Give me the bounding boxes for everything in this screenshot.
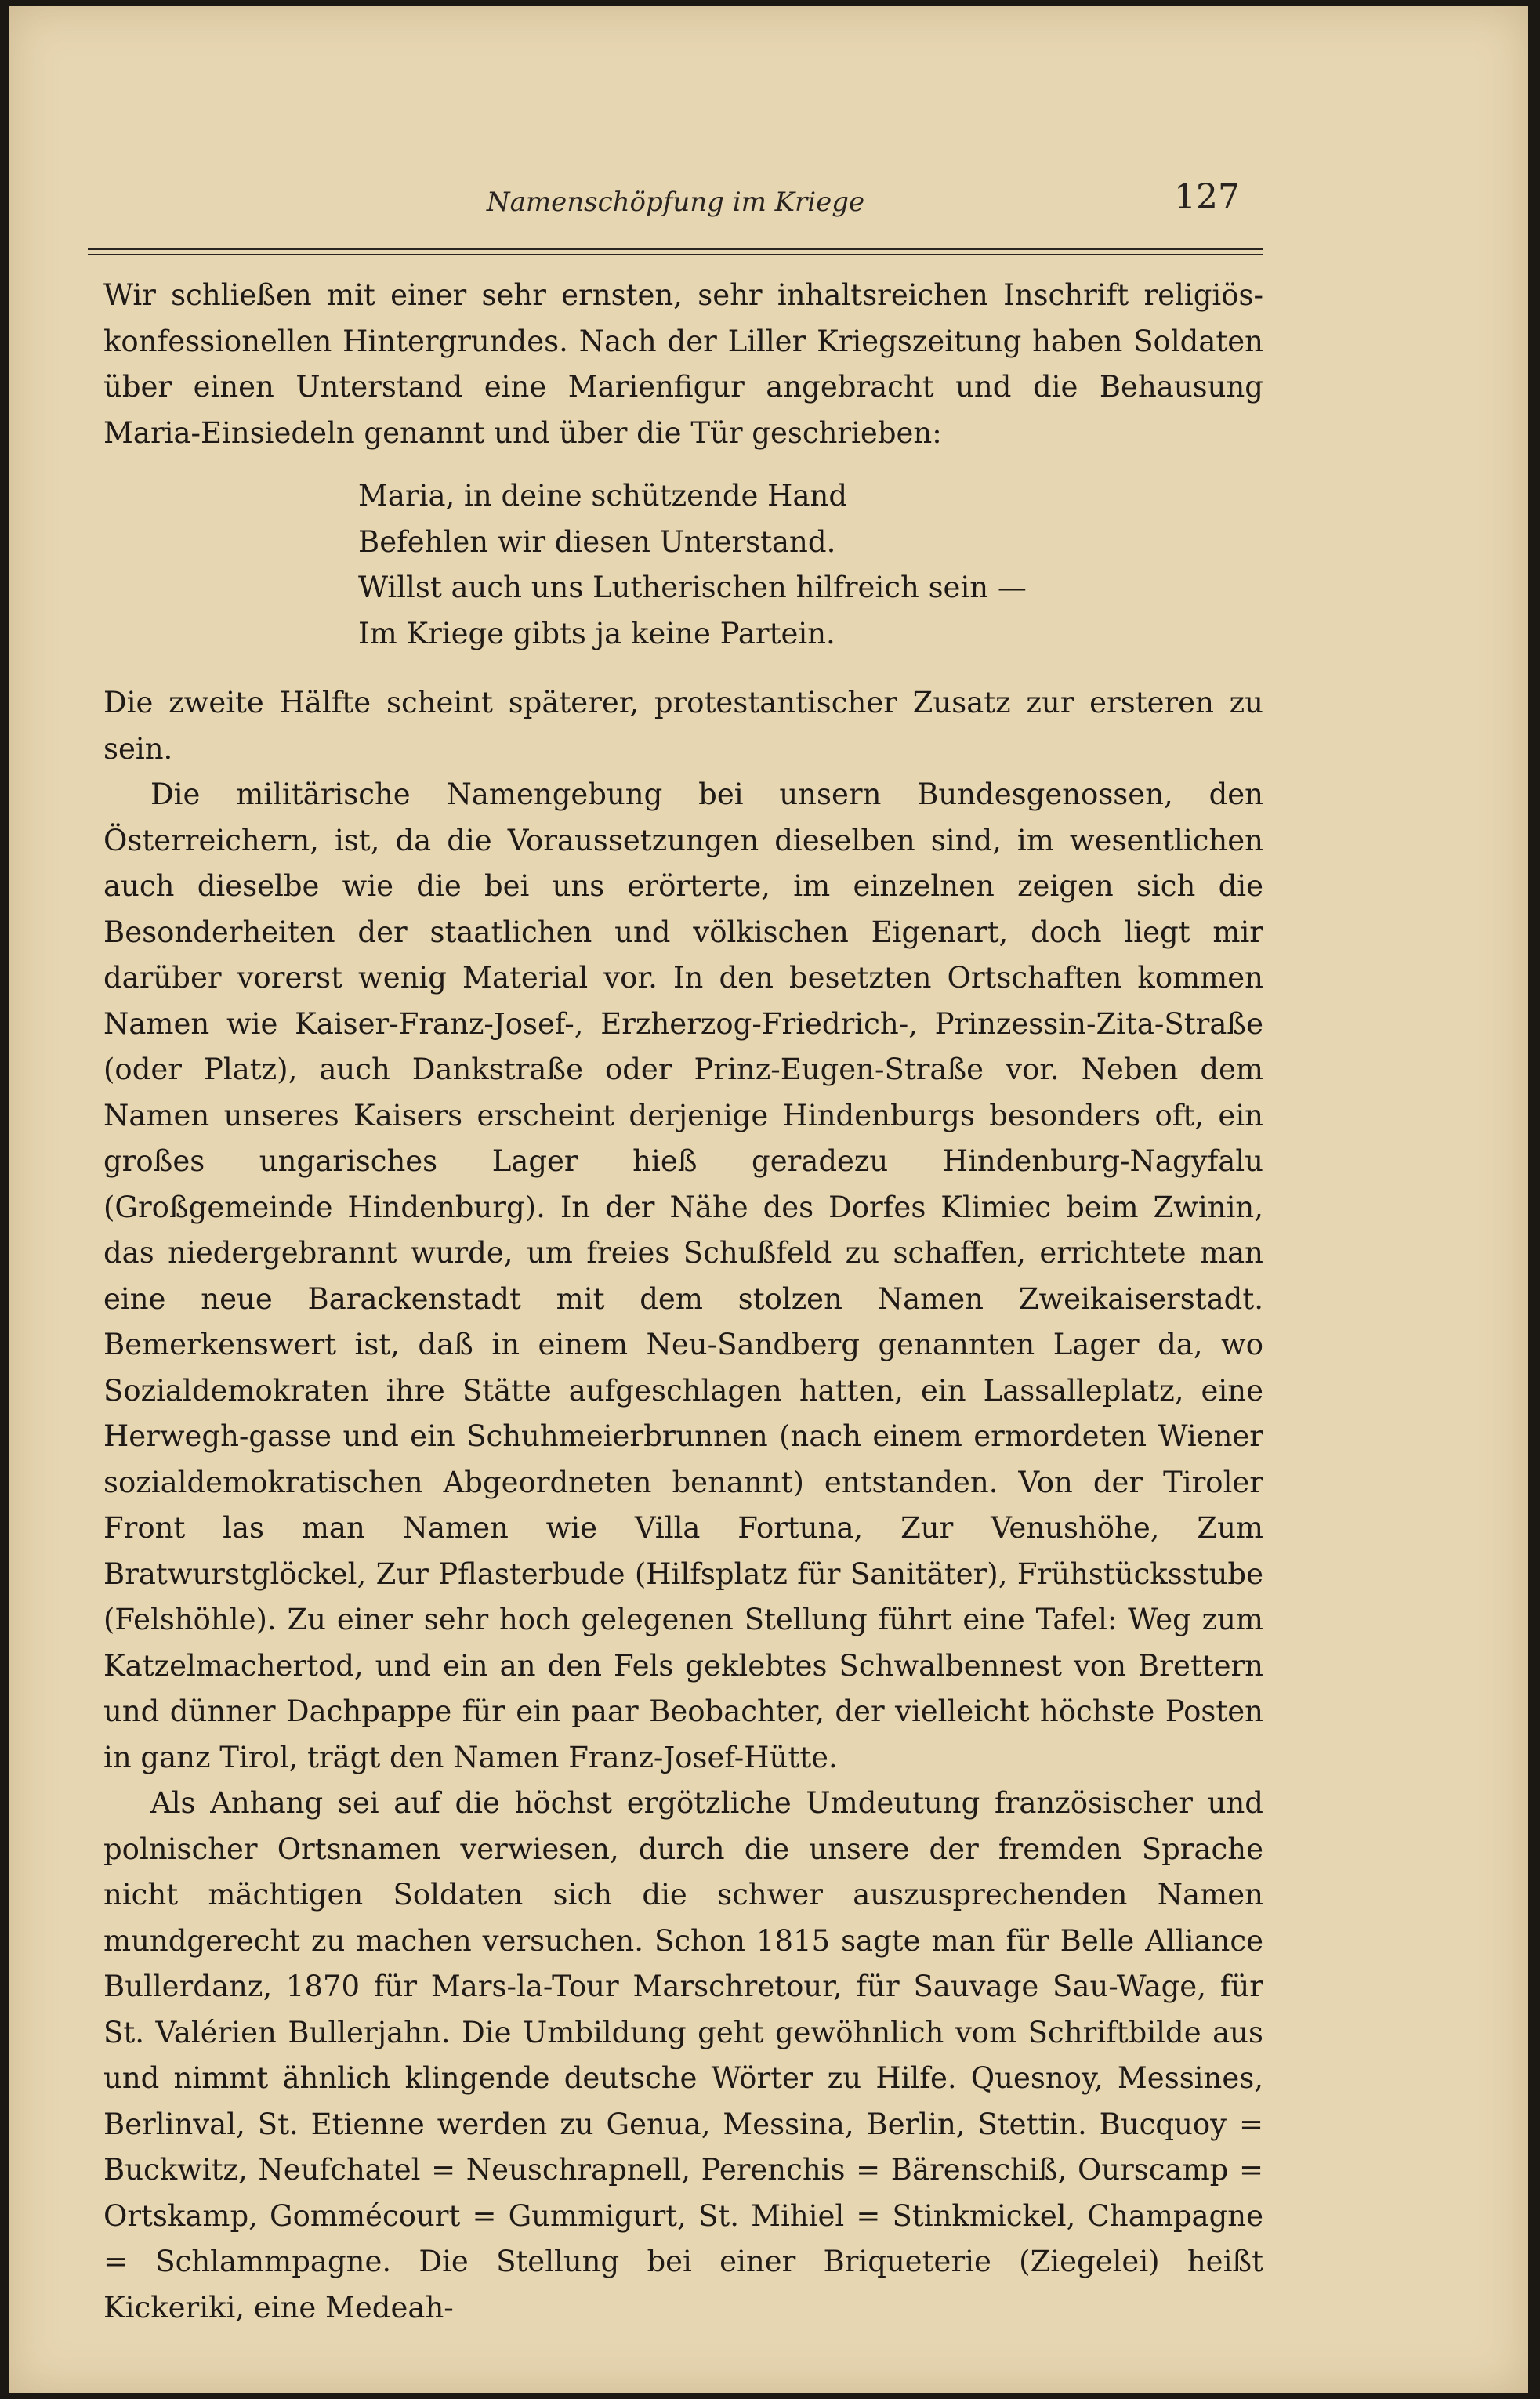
poem-line: Befehlen wir diesen Unterstand. bbox=[358, 524, 836, 559]
poem-line: Maria, in deine schützende Hand bbox=[358, 479, 848, 513]
poem-block bbox=[358, 473, 1263, 657]
book-page bbox=[9, 6, 1528, 2393]
paragraph: Als Anhang sei auf die höchst ergötzliche Umdeutung französischer und polnischer Ortsnamen verwiesen, durch die unsere der fremden Sprache nicht mächtigen Soldaten sich die schwer auszusprechenden Namen mundgerecht zu machen versuchen. Schon 1815 sagte man für Belle Alliance Bullerdanz, 1870 für Mars-la-Tour Marschretour, für Sauvage Sau-Wage, für St. Valérien Bullerjahn. Die Umbildung geht gewöhnlich vom Schriftbilde aus und nimmt ähnlich klingende deutsche Wörter zu Hilfe. Quesnoy, Messines, Berlinval, St. Etienne werden zu Genua, Messina, Berlin, Stettin. Bucquoy = Buckwitz, Neufchatel = Neuschrapnell, Perenchis = Bärenschiß, Ourscamp = Ortskamp, Gommécourt = Gummigurt, St. Mihiel = Stinkmickel, Champagne = Schlammpagne. Die Stellung bei einer Briqueterie (Ziegelei) heißt Kickeriki, eine Medeah- bbox=[103, 1786, 1263, 2325]
page-header bbox=[88, 172, 1263, 250]
poem-line: Im Kriege gibts ja keine Partein. bbox=[358, 616, 835, 650]
paragraph: Die militärische Namengebung bei unsern Bundesgenossen, den Österreichern, ist, da die Voraussetzungen dieselben sind, im wesentlichen auch dieselbe wie die bei uns erörterte, im einzelnen zeigen sich die Besonderheiten der staatlichen und völkischen Eigenart, doch liegt mir darüber vorerst wenig Material vor. In den besetzten Ortschaften kommen Namen wie Kaiser-Franz-Josef-, Erzherzog-Friedrich-, Prinzessin-Zita-Straße (oder Platz), auch Dankstraße oder Prinz-Eugen-Straße vor. Neben dem Namen unseres Kaisers erscheint derjenige Hindenburgs besonders oft, ein großes ungarisches Lager hieß geradezu Hindenburg-Nagyfalu (Großgemeinde Hindenburg). In der Nähe des Dorfes Klimiec beim Zwinin, das niedergebrannt wurde, um freies Schußfeld zu schaffen, errichtete man eine neue Barackenstadt mit dem stolzen Namen Zweikaiserstadt. Bemerkenswert ist, daß in einem Neu-Sandberg genannten Lager da, wo Sozialdemokraten ihre Stätte aufgeschlagen hatten, ein Lassalleplatz, eine Herwegh-gasse und ein Schuhmeierbrunnen (nach einem ermordeten Wiener sozialdemokratischen Abgeordneten benannt) entstanden. Von der Tiroler Front las man Namen wie Villa Fortuna, Zur Venushöhe, Zum Bratwurstglöckel, Zur Pflasterbude (Hilfsplatz für Sanitäter), Frühstücksstube (Felshöhle). Zu einer sehr hoch gelegenen Stellung führt eine Tafel: Weg zum Katzelmachertod, und ein an den Fels geklebtes Schwalbennest von Brettern und dünner Dachpappe für ein paar Beobachter, der vielleicht höchste Posten in ganz Tirol, trägt den Namen Franz-Josef-Hütte. bbox=[103, 777, 1263, 1774]
running-title: Namenschöpfung im Kriege bbox=[486, 187, 865, 218]
paragraph: Wir schließen mit einer sehr ernsten, sehr inhaltsreichen Inschrift religiös-konfessionellen Hintergrundes. Nach der Liller Kriegszeitung haben Soldaten über einen Unterstand eine Marienfigur angebracht und die Behausung Maria-Einsiedeln genannt und über die Tür geschrieben: bbox=[103, 278, 1263, 450]
page-number: 127 bbox=[1174, 177, 1240, 217]
body-text bbox=[103, 273, 1263, 2331]
paragraph: Die zweite Hälfte scheint späterer, protestantischer Zusatz zur ersteren zu sein. bbox=[103, 686, 1263, 766]
poem-line: Willst auch uns Lutherischen hilfreich sein — bbox=[358, 571, 1027, 604]
